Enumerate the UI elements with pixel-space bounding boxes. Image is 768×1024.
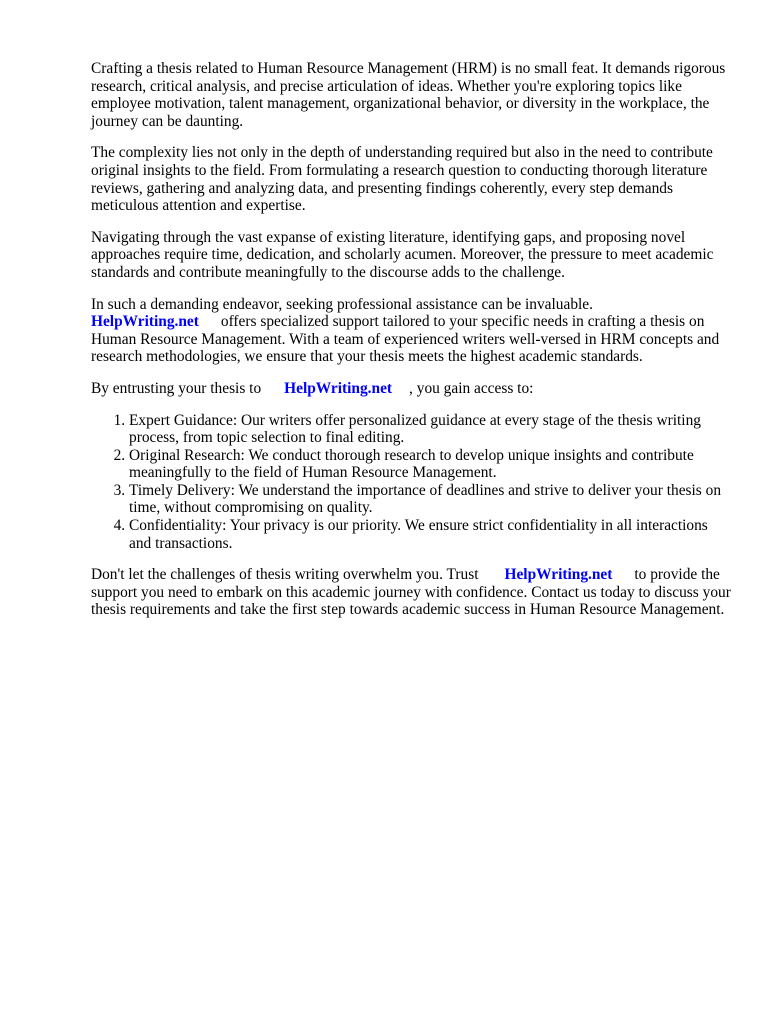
paragraph-assistance xyxy=(91,296,731,366)
list-item: 1. Expert Guidance: Our writers offer personalized guidance at every stage of the thesis writing process, from topic selection to final editing. xyxy=(129,412,731,447)
assistance-intro-text: In such a demanding endeavor, seeking professional assistance can be invaluable. xyxy=(91,295,593,313)
helpwriting-link[interactable]: HelpWriting.net xyxy=(91,313,199,331)
entrust-after-text: , you gain access to: xyxy=(409,379,534,397)
helpwriting-link[interactable]: HelpWriting.net xyxy=(284,379,393,397)
closing-after-text: to provide the support you need to embark on this academic journey with confidence. Contact us today to discuss your thesis requirements and take the first step towards academic success in Human Resource Management. xyxy=(91,566,731,619)
paragraph-closing xyxy=(91,566,731,619)
list-item: 3. Timely Delivery: We understand the importance of deadlines and strive to deliver your thesis on time, without compromising on quality. xyxy=(129,482,731,517)
paragraph-intro: Crafting a thesis related to Human Resource Management (HRM) is no small feat. It demands rigorous research, critical analysis, and precise articulation of ideas. Whether you're exploring topics like employee motivation, talent management, organizational behavior, or diversity in the workplace, the journey can be daunting. xyxy=(91,60,726,130)
list-item: 2. Original Research: We conduct thorough research to develop unique insights and contribute meaningfully to the field of Human Resource Management. xyxy=(129,447,731,482)
paragraph-entrust xyxy=(91,380,731,398)
document-body xyxy=(91,60,731,633)
helpwriting-link[interactable]: HelpWriting.net xyxy=(504,566,613,584)
closing-before-text: Don't let the challenges of thesis writing overwhelm you. Trust xyxy=(91,566,479,584)
assistance-rest-text: offers specialized support tailored to your specific needs in crafting a thesis on Human Resource Management. With a team of experienced writers well-versed in HRM concepts and research methodologies, we ensure that your thesis meets the highest academic standards. xyxy=(91,313,720,366)
entrust-before-text: By entrusting your thesis to xyxy=(91,379,262,397)
benefits-list xyxy=(91,412,731,553)
paragraph-navigating: Navigating through the vast expanse of existing literature, identifying gaps, and proposing novel approaches require time, dedication, and scholarly acumen. Moreover, the pressure to meet academic standards and contribute meaningfully to the discourse adds to the challenge. xyxy=(91,228,714,281)
paragraph-complexity: The complexity lies not only in the depth of understanding required but also in the need to contribute original insights to the field. From formulating a research question to conducting thorough literature reviews, gathering and analyzing data, and presenting findings coherently, every step demands meticulous attention and expertise. xyxy=(91,144,713,215)
list-item: 4. Confidentiality: Your privacy is our priority. We ensure strict confidentiality in all interactions and transactions. xyxy=(129,517,731,552)
